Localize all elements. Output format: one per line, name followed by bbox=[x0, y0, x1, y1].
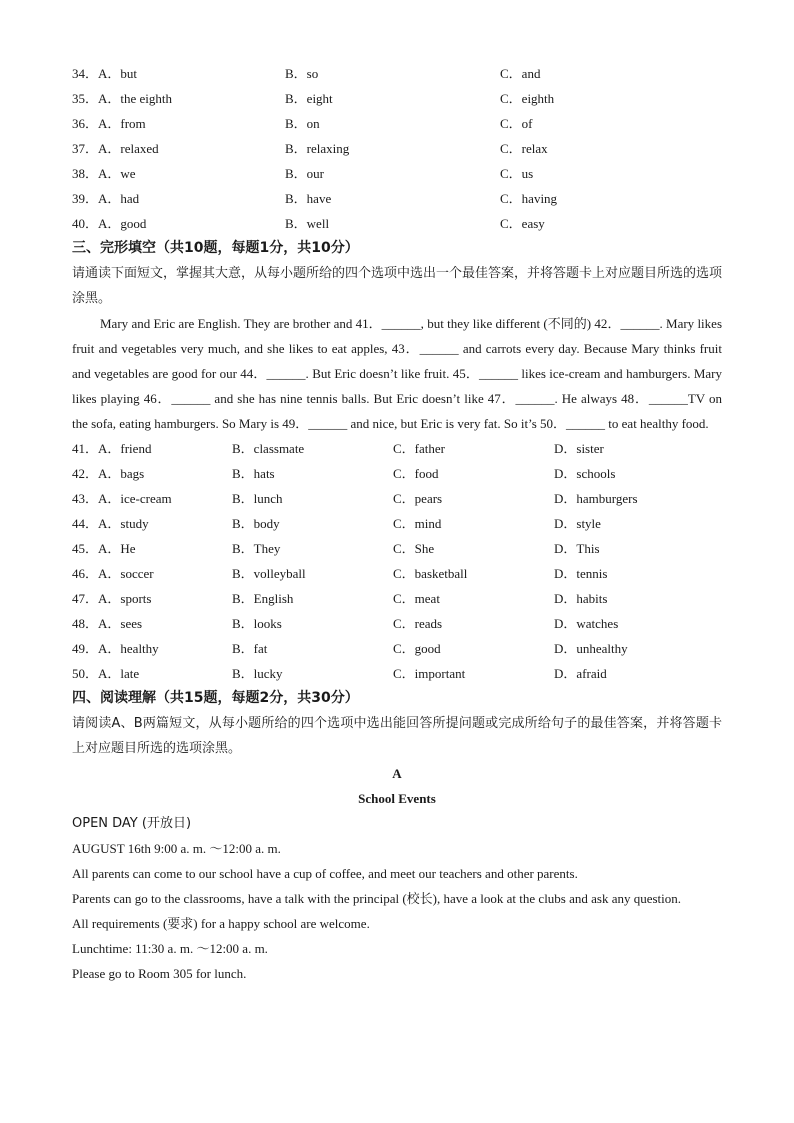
question-row-47 bbox=[72, 586, 722, 611]
option-c: C．easy bbox=[500, 216, 545, 231]
option-c: C．good bbox=[393, 641, 441, 656]
passage-label: A bbox=[392, 766, 402, 781]
option-d: D．watches bbox=[554, 616, 619, 631]
question-number: 44． bbox=[72, 516, 99, 531]
option-b: B．fat bbox=[232, 641, 268, 656]
option-a: A．sports bbox=[98, 591, 152, 606]
option-a: A．soccer bbox=[98, 566, 154, 581]
option-c: C．and bbox=[500, 66, 541, 81]
question-list-41-50 bbox=[72, 436, 722, 686]
option-a: A．the eighth bbox=[98, 91, 173, 106]
question-row-46 bbox=[72, 561, 722, 586]
option-a: A．late bbox=[98, 666, 140, 681]
question-row-45 bbox=[72, 536, 722, 561]
option-c: C．basketball bbox=[393, 566, 468, 581]
option-c: C．us bbox=[500, 166, 534, 181]
question-row-41 bbox=[72, 436, 722, 461]
option-c: C．reads bbox=[393, 616, 443, 631]
event-line: Parents can go to the classrooms, have a talk with the principal (校长), have a look at the clubs and ask any question. bbox=[72, 891, 682, 906]
option-b: B．have bbox=[285, 191, 332, 206]
event-time: AUGUST 16th 9:00 a. m. ～12:00 a. m. bbox=[72, 841, 281, 856]
question-number: 35． bbox=[72, 91, 99, 106]
option-b: B．on bbox=[285, 116, 320, 131]
option-b: B．relaxing bbox=[285, 141, 350, 156]
option-a: A．study bbox=[98, 516, 149, 531]
lunchtime-line: Lunchtime: 11:30 a. m. ～12:00 a. m. bbox=[72, 941, 268, 956]
option-b: B．so bbox=[285, 66, 319, 81]
option-b: B．lunch bbox=[232, 491, 283, 506]
option-b: B．hats bbox=[232, 466, 275, 481]
question-row-40 bbox=[72, 211, 722, 236]
option-a: A．but bbox=[98, 66, 138, 81]
option-c: C．pears bbox=[393, 491, 443, 506]
question-row-48 bbox=[72, 611, 722, 636]
question-row-42 bbox=[72, 461, 722, 486]
passage-title: School Events bbox=[358, 791, 436, 806]
option-b: B．eight bbox=[285, 91, 333, 106]
question-number: 41． bbox=[72, 441, 99, 456]
section4-instruction: 请阅读A、B两篇短文，从每小题所给的四个选项中选出能回答所提问题或完成所给句子的最佳答案，并将答题卡上对应题目所选的选项涂黑。 bbox=[72, 716, 722, 756]
question-row-38 bbox=[72, 161, 722, 186]
question-row-49 bbox=[72, 636, 722, 661]
option-b: B．volleyball bbox=[232, 566, 306, 581]
option-c: C．meat bbox=[393, 591, 440, 606]
option-c: C．father bbox=[393, 441, 445, 456]
option-d: D．habits bbox=[554, 591, 608, 606]
question-number: 47． bbox=[72, 591, 99, 606]
option-d: D．afraid bbox=[554, 666, 607, 681]
option-a: A．sees bbox=[98, 616, 143, 631]
option-d: D．hamburgers bbox=[554, 491, 638, 506]
option-d: D．This bbox=[554, 541, 600, 556]
question-row-37 bbox=[72, 136, 722, 161]
event-line: All parents can come to our school have a cup of coffee, and meet our teachers and other parents. bbox=[72, 866, 578, 881]
cloze-passage bbox=[72, 311, 722, 436]
question-number: 37． bbox=[72, 141, 99, 156]
option-b: B．lucky bbox=[232, 666, 283, 681]
question-number: 50． bbox=[72, 666, 99, 681]
question-number: 38． bbox=[72, 166, 99, 181]
cloze-passage-text: Mary and Eric are English. They are brother and 41．______, but they like different (不同的) 42．______. Mary likes fruit and vegetables very much, and she likes to eat apples, 43．______ and carrots every day. Because Mary thinks fruit and vegetables are good for our 44．______. But Eric doesn’t like fruit. 45．______ likes ice-cream and hamburgers. Mary likes playing 46．______ and she has nine tennis balls. But Eric doesn’t like 47．______. He always 48．______TV on the sofa, eating hamburgers. So Mary is 49．______ and nice, but Eric is very fat. So it’s 50．______ to eat healthy food. bbox=[72, 316, 722, 431]
event-line: All requirements (要求) for a happy school are welcome. bbox=[72, 916, 370, 931]
question-number: 36． bbox=[72, 116, 99, 131]
question-number: 34． bbox=[72, 66, 99, 81]
question-number: 45． bbox=[72, 541, 99, 556]
question-number: 39． bbox=[72, 191, 99, 206]
question-number: 43． bbox=[72, 491, 99, 506]
question-row-36 bbox=[72, 111, 722, 136]
option-a: A．bags bbox=[98, 466, 145, 481]
option-c: C．having bbox=[500, 191, 558, 206]
option-b: B．our bbox=[285, 166, 325, 181]
section4-title: 四、阅读理解（共15题，每题2分，共30分） bbox=[72, 690, 359, 706]
option-a: A．from bbox=[98, 116, 146, 131]
option-b: B．English bbox=[232, 591, 294, 606]
option-a: A．relaxed bbox=[98, 141, 159, 156]
option-a: A．ice-cream bbox=[98, 491, 172, 506]
question-row-50 bbox=[72, 661, 722, 686]
exam-page bbox=[72, 61, 722, 986]
option-a: A．good bbox=[98, 216, 147, 231]
option-b: B．body bbox=[232, 516, 280, 531]
question-number: 46． bbox=[72, 566, 99, 581]
option-c: C．She bbox=[393, 541, 435, 556]
option-d: D．sister bbox=[554, 441, 604, 456]
question-number: 49． bbox=[72, 641, 99, 656]
option-d: D．style bbox=[554, 516, 601, 531]
option-b: B．well bbox=[285, 216, 330, 231]
question-number: 40． bbox=[72, 216, 99, 231]
lunch-room-line: Please go to Room 305 for lunch. bbox=[72, 966, 247, 981]
question-row-34 bbox=[72, 61, 722, 86]
option-c: C．important bbox=[393, 666, 466, 681]
option-c: C．mind bbox=[393, 516, 442, 531]
question-list-34-40 bbox=[72, 61, 722, 236]
option-a: A．friend bbox=[98, 441, 152, 456]
question-number: 48． bbox=[72, 616, 99, 631]
option-a: A．had bbox=[98, 191, 140, 206]
event-name: OPEN DAY (开放日) bbox=[72, 816, 192, 831]
option-a: A．healthy bbox=[98, 641, 159, 656]
option-d: D．schools bbox=[554, 466, 616, 481]
option-a: A．He bbox=[98, 541, 136, 556]
option-a: A．we bbox=[98, 166, 136, 181]
question-row-35 bbox=[72, 86, 722, 111]
option-b: B．They bbox=[232, 541, 281, 556]
option-c: C．eighth bbox=[500, 91, 555, 106]
section3-title: 三、完形填空（共10题，每题1分，共10分） bbox=[72, 240, 359, 256]
option-c: C．food bbox=[393, 466, 439, 481]
question-row-39 bbox=[72, 186, 722, 211]
option-c: C．of bbox=[500, 116, 533, 131]
option-d: D．tennis bbox=[554, 566, 608, 581]
option-d: D．unhealthy bbox=[554, 641, 628, 656]
question-row-43 bbox=[72, 486, 722, 511]
question-number: 42． bbox=[72, 466, 99, 481]
option-c: C．relax bbox=[500, 141, 548, 156]
option-b: B．classmate bbox=[232, 441, 305, 456]
option-b: B．looks bbox=[232, 616, 282, 631]
section3-instruction: 请通读下面短文，掌握其大意，从每小题所给的四个选项中选出一个最佳答案，并将答题卡上对应题目所选的选项涂黑。 bbox=[72, 266, 723, 306]
question-row-44 bbox=[72, 511, 722, 536]
